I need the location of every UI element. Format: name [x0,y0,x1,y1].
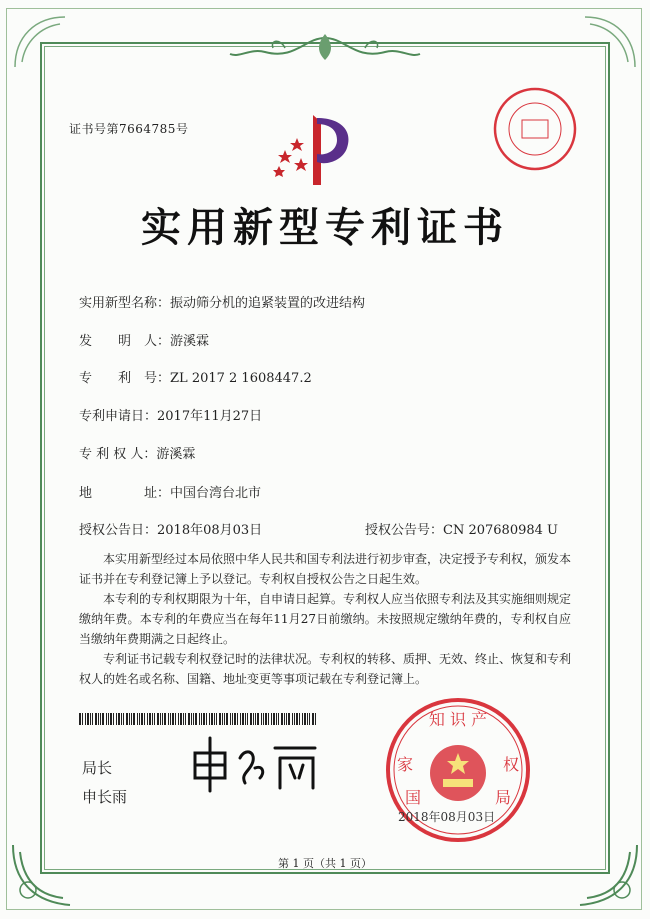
director-name: 申长雨 [82,788,128,806]
patent-number-field [79,367,312,386]
utility-model-name-field [79,292,365,311]
svg-text:权: 权 [502,755,520,774]
svg-text:国: 国 [404,788,422,807]
field-value: 游溪霖 [170,334,210,349]
field-value: 中国台湾台北市 [170,486,262,501]
grant-date-field [79,519,262,538]
paragraph-3: 专利证书记载专利权登记时的法律状况。专利权的转移、质押、无效、终止、恢复和专利权人的姓名或名称、国籍、地址变更等事项记载在专利登记簿上。 [79,652,572,686]
page-footer: 第 1 页（共 1 页） [278,857,372,870]
field-label: 专利申请日： [79,409,158,424]
address-field [79,482,261,501]
corner-ornament-tr [580,12,640,72]
field-value: CN 207680984 U [443,523,558,538]
field-value: ZL 2017 2 1608447.2 [170,371,312,386]
field-value: 游溪霖 [156,447,196,462]
certificate-title: 实用新型专利证书 [141,204,509,251]
director-title: 局长 [82,759,113,777]
corner-ornament-bl [8,840,78,910]
field-value: 2018年08月03日 [157,523,263,538]
grant-number-field [365,519,558,538]
field-label: 专 利 权 人： [79,447,157,462]
field-label: 专 利 号： [79,371,171,386]
seal-date: 2018年08月03日 [398,810,496,824]
svg-text:局: 局 [494,788,512,807]
patentee-field [79,443,195,462]
field-label: 发 明 人： [79,334,171,349]
svg-text:知 识 产: 知 识 产 [428,710,488,729]
sipo-logo-icon [265,110,355,190]
paragraph-2: 本专利的专利权期限为十年，自申请日起算。专利权人应当依照专利法及其实施细则规定缴纳年费。本专利的年费应当在每年11月27日前缴纳。未按照规定缴纳年费的，专利权自应当缴纳年费期满之日起终止。 [79,592,572,646]
field-label: 授权公告日： [79,523,158,538]
filing-date-field [79,405,262,424]
corner-ornament-tl [10,12,70,72]
svg-text:家: 家 [396,755,414,774]
field-value: 2017年11月27日 [157,409,263,424]
corner-ornament-br [572,840,642,910]
barcode [79,713,319,725]
paragraph-1: 本实用新型经过本局依照中华人民共和国专利法进行初步审查，决定授予专利权，颁发本证书并在专利登记簿上予以登记。专利权自授权公告之日起生效。 [79,552,572,586]
field-value: 振动筛分机的追紧装置的改进结构 [170,296,366,311]
field-label: 地 址： [79,486,171,501]
field-label: 实用新型名称： [79,296,171,311]
director-signature [185,733,325,793]
inventor-field [79,330,209,349]
tax-seal-icon [492,86,578,172]
certificate-number: 证书号第7664785号 [69,122,189,136]
field-label: 授权公告号： [365,523,444,538]
top-ornament [225,30,425,70]
